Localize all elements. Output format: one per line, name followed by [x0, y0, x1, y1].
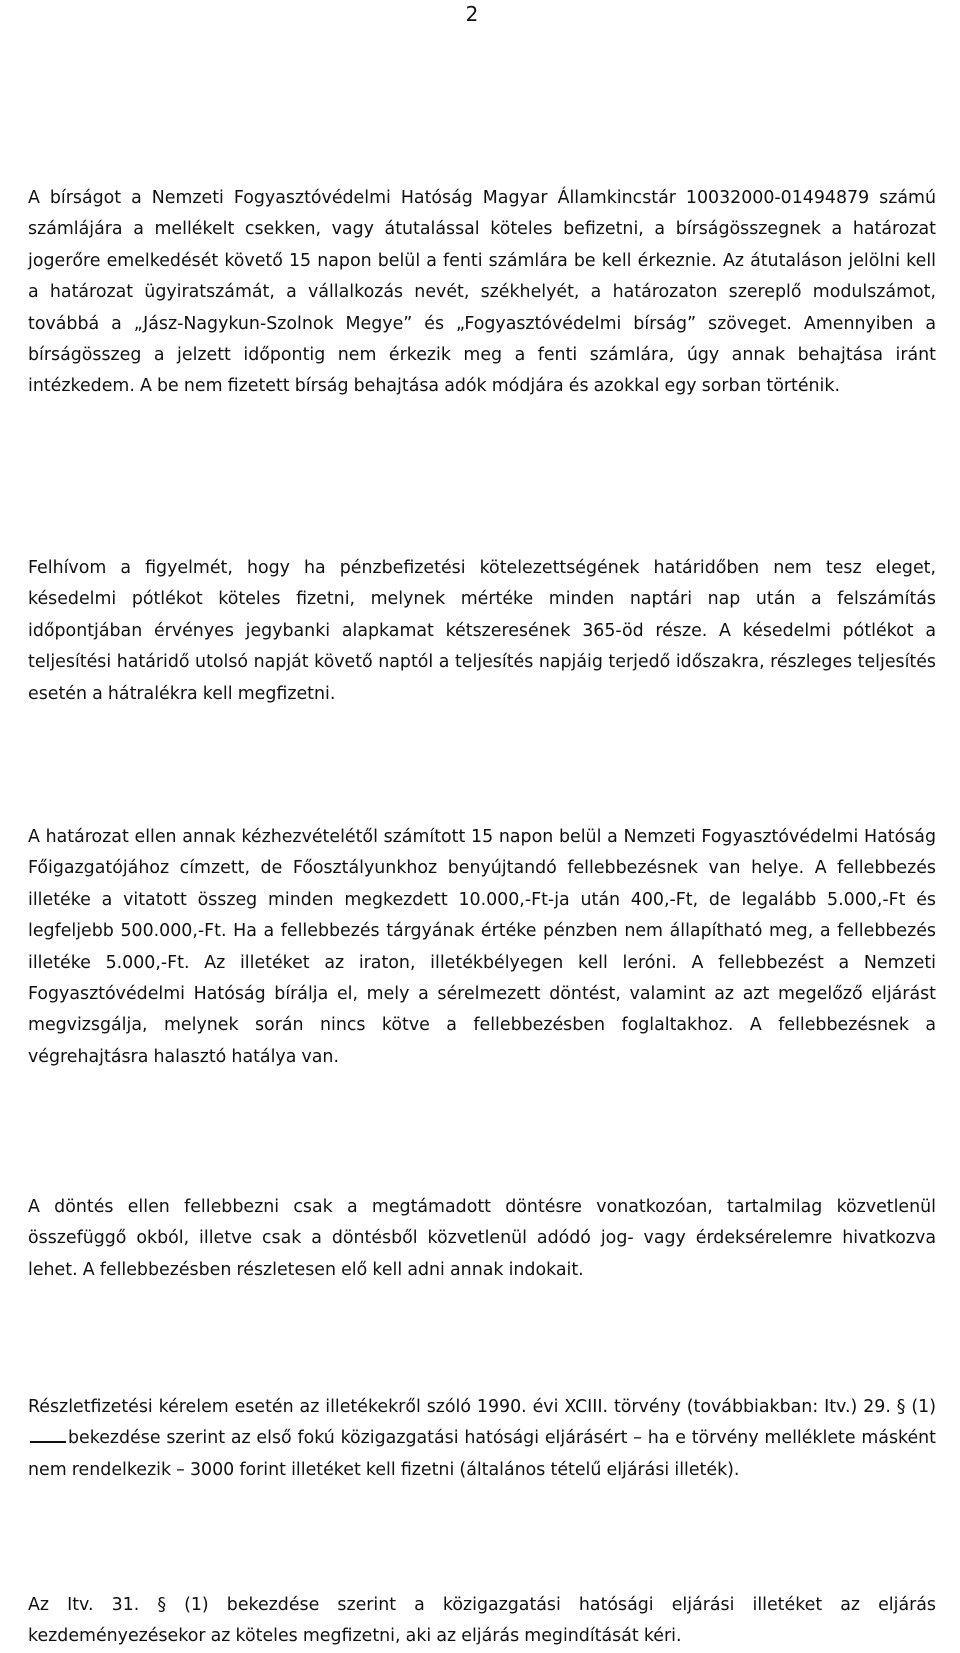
- blank-underline: [30, 1425, 66, 1443]
- paragraph-appeal: A határozat ellen annak kézhezvételétől számított 15 napon belül a Nemzeti Fogyasztóvédelmi Hatóság Főigazgatójához címzett, de Főosztályunkhoz benyújtandó fellebbezésnek van helye. A fellebbezés illetéke a vitatott összeg minden megkezdett 10.000,-Ft-ja után 400,-Ft, de legalább 5.000,-Ft és legfeljebb 500.000,-Ft. Ha a fellebbezés tárgyának értéke pénzben nem állapítható meg, a fellebbezés illetéke 5.000,-Ft. Az illetéket az iraton, illetékbélyegen kell leróni. A fellebbezést a Nemzeti Fogyasztóvédelmi Hatóság bírálja el, mely a sérelmezett döntést, valamint az azt megelőző eljárást megvizsgálja, melynek során nincs kötve a fellebbezésben foglaltakhoz. A fellebbezésnek a végrehajtásra halasztó hatálya van.: [28, 827, 936, 1067]
- paragraph-fine-payment: A bírságot a Nemzeti Fogyasztóvédelmi Hatóság Magyar Államkincstár 10032000-01494879 számú számlájára a mellékelt csekken, vagy átutalással köteles befizetni, a bírságösszegnek a határozat jogerőre emelkedését követő 15 napon belül a fenti számlára be kell érkeznie. Az átutaláson jelölni kell a határozat ügyiratszámát, a vállalkozás nevét, székhelyét, a határozaton szereplő modulszámot, továbbá a „Jász-Nagykun-Szolnok Megye” és „Fogyasztóvédelmi bírság” szöveget. Amennyiben a bírságösszeg a jelzett időpontig nem érkezik meg a fenti számlára, úgy annak behajtása iránt intézkedem. A be nem fizetett bírság behajtása adók módjára és azokkal egy sorban történik.: [28, 188, 936, 397]
- installment-text-end: bekezdése szerint az első fokú közigazgatási hatósági eljárásért – ha e törvény melléklete másként nem rendelkezik – 3000 forint illetéket kell fizetni (általános tételű eljárási illeték).: [28, 1428, 936, 1480]
- page-number: 2: [465, 2, 479, 26]
- paragraph-installment: [28, 1392, 936, 1486]
- installment-text-start: Részletfizetési kérelem esetén az illetékekről szóló 1990. évi XCIII. törvény (továbbiakban: Itv.) 29. § (1): [28, 1397, 936, 1417]
- paragraph-late-fee: Felhívom a figyelmét, hogy ha pénzbefizetési kötelezettségének határidőben nem tesz eleget, késedelmi pótlékot köteles fizetni, melynek mértéke minden naptári nap után a felszámítás időpontjában érvényes jegybanki alapkamat kétszeresének 365-öd része. A késedelmi pótlékot a teljesítési határidő utolsó napját követő naptól a teljesítés napjáig terjedő időszakra, részleges teljesítés esetén a hátralékra kell megfizetni.: [28, 558, 936, 704]
- paragraph-appeal-grounds: A döntés ellen fellebbezni csak a megtámadott döntésre vonatkozóan, tartalmilag közvetlenül összefüggő okból, illetve csak a döntésből közvetlenül adódó jog- vagy érdeksérelemre hivatkozva lehet. A fellebbezésben részletesen elő kell adni annak indokait.: [28, 1197, 936, 1280]
- paragraph-fee-obligation: Az Itv. 31. § (1) bekezdése szerint a közigazgatási hatósági eljárási illetéket az eljárás kezdeményezésekor az köteles megfizetni, aki az eljárás megindítását kéri.: [28, 1595, 936, 1647]
